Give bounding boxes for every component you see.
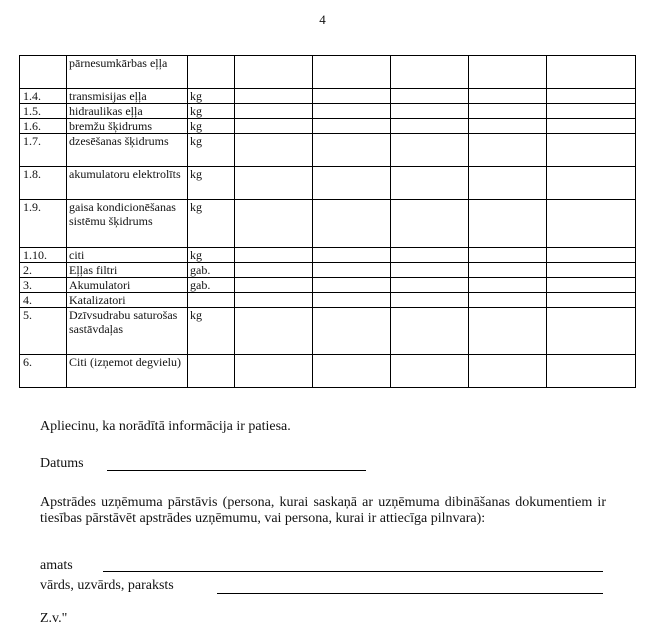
table-row [20, 167, 636, 200]
empty-cell[interactable] [235, 278, 313, 293]
empty-cell[interactable] [313, 355, 391, 388]
empty-cell[interactable] [469, 134, 547, 167]
empty-cell[interactable] [391, 56, 469, 89]
empty-cell[interactable] [547, 119, 636, 134]
empty-cell[interactable] [391, 308, 469, 355]
empty-cell[interactable] [313, 293, 391, 308]
row-number [20, 56, 67, 89]
row-name: dzesēšanas šķidrums [67, 134, 188, 167]
row-unit: gab. [188, 278, 235, 293]
empty-cell[interactable] [547, 134, 636, 167]
signature-line [217, 593, 603, 594]
row-unit: kg [188, 119, 235, 134]
representative-text: Apstrādes uzņēmuma pārstāvis (persona, kurai saskaņā ar uzņēmuma dibināšanas dokumentiem ir tiesības pārstāvēt apstrādes uzņēmumu, vai persona, kurai ir attiecīga pilnvara): [40, 495, 606, 526]
table-row [20, 248, 636, 263]
row-number: 4. [20, 293, 67, 308]
empty-cell[interactable] [469, 248, 547, 263]
table-row [20, 263, 636, 278]
row-unit [188, 355, 235, 388]
row-unit: kg [188, 89, 235, 104]
row-number: 1.10. [20, 248, 67, 263]
empty-cell[interactable] [391, 167, 469, 200]
empty-cell[interactable] [313, 89, 391, 104]
empty-cell[interactable] [469, 263, 547, 278]
empty-cell[interactable] [391, 134, 469, 167]
date-label: Datums [40, 456, 84, 471]
table-row [20, 293, 636, 308]
row-name: bremžu šķidrums [67, 119, 188, 134]
row-unit: kg [188, 200, 235, 248]
empty-cell[interactable] [313, 263, 391, 278]
empty-cell[interactable] [469, 293, 547, 308]
empty-cell[interactable] [235, 248, 313, 263]
empty-cell[interactable] [235, 200, 313, 248]
row-name: Citi (izņemot degvielu) [67, 355, 188, 388]
row-unit: kg [188, 248, 235, 263]
row-number: 1.4. [20, 89, 67, 104]
empty-cell[interactable] [547, 278, 636, 293]
row-name: transmisijas eļļa [67, 89, 188, 104]
table-row [20, 89, 636, 104]
empty-cell[interactable] [469, 104, 547, 119]
row-unit [188, 293, 235, 308]
empty-cell[interactable] [547, 56, 636, 89]
empty-cell[interactable] [547, 167, 636, 200]
empty-cell[interactable] [235, 293, 313, 308]
signature-label: vārds, uzvārds, paraksts [40, 578, 174, 593]
row-number: 1.9. [20, 200, 67, 248]
empty-cell[interactable] [313, 104, 391, 119]
empty-cell[interactable] [313, 308, 391, 355]
empty-cell[interactable] [391, 119, 469, 134]
empty-cell[interactable] [313, 167, 391, 200]
row-number: 1.5. [20, 104, 67, 119]
empty-cell[interactable] [313, 200, 391, 248]
empty-cell[interactable] [235, 167, 313, 200]
table-row [20, 56, 636, 89]
empty-cell[interactable] [469, 167, 547, 200]
date-line [107, 470, 366, 471]
row-name: pārnesumkārbas eļļa [67, 56, 188, 89]
page-number: 4 [319, 12, 326, 27]
row-name: Dzīvsudrabu saturošas sastāvdaļas [67, 308, 188, 355]
row-name: Eļļas filtri [67, 263, 188, 278]
empty-cell[interactable] [547, 308, 636, 355]
row-number: 2. [20, 263, 67, 278]
empty-cell[interactable] [313, 119, 391, 134]
empty-cell[interactable] [235, 89, 313, 104]
position-label: amats [40, 558, 73, 573]
empty-cell[interactable] [547, 263, 636, 278]
row-number: 5. [20, 308, 67, 355]
empty-cell[interactable] [391, 293, 469, 308]
row-number: 1.8. [20, 167, 67, 200]
row-name: Akumulatori [67, 278, 188, 293]
empty-cell[interactable] [469, 119, 547, 134]
empty-cell[interactable] [313, 278, 391, 293]
empty-cell[interactable] [313, 56, 391, 89]
empty-cell[interactable] [235, 134, 313, 167]
table-row [20, 104, 636, 119]
empty-cell[interactable] [469, 308, 547, 355]
empty-cell[interactable] [391, 248, 469, 263]
data-table [19, 55, 636, 388]
row-name: citi [67, 248, 188, 263]
empty-cell[interactable] [391, 278, 469, 293]
empty-cell[interactable] [391, 355, 469, 388]
empty-cell[interactable] [469, 278, 547, 293]
row-unit: kg [188, 167, 235, 200]
table-row [20, 308, 636, 355]
empty-cell[interactable] [235, 119, 313, 134]
empty-cell[interactable] [547, 200, 636, 248]
row-name: Katalizatori [67, 293, 188, 308]
empty-cell[interactable] [547, 104, 636, 119]
empty-cell[interactable] [235, 263, 313, 278]
empty-cell[interactable] [547, 248, 636, 263]
row-unit: kg [188, 308, 235, 355]
row-number: 1.6. [20, 119, 67, 134]
empty-cell[interactable] [235, 355, 313, 388]
empty-cell[interactable] [391, 263, 469, 278]
empty-cell[interactable] [547, 355, 636, 388]
empty-cell[interactable] [469, 89, 547, 104]
row-unit: kg [188, 104, 235, 119]
empty-cell[interactable] [469, 200, 547, 248]
empty-cell[interactable] [313, 248, 391, 263]
certify-text: Apliecinu, ka norādītā informācija ir patiesa. [40, 419, 291, 434]
row-number: 1.7. [20, 134, 67, 167]
table-row [20, 119, 636, 134]
empty-cell[interactable] [313, 134, 391, 167]
empty-cell[interactable] [469, 355, 547, 388]
empty-cell[interactable] [469, 56, 547, 89]
empty-cell[interactable] [547, 89, 636, 104]
empty-cell[interactable] [391, 104, 469, 119]
empty-cell[interactable] [547, 293, 636, 308]
row-number: 6. [20, 355, 67, 388]
table-row [20, 134, 636, 167]
empty-cell[interactable] [235, 104, 313, 119]
table-row [20, 278, 636, 293]
empty-cell[interactable] [391, 89, 469, 104]
row-unit [188, 56, 235, 89]
row-name: gaisa kondicionēšanas sistēmu šķidrums [67, 200, 188, 248]
table-row [20, 200, 636, 248]
empty-cell[interactable] [235, 56, 313, 89]
row-name: hidraulikas eļļa [67, 104, 188, 119]
row-unit: kg [188, 134, 235, 167]
table-row [20, 355, 636, 388]
empty-cell[interactable] [235, 308, 313, 355]
position-line [103, 571, 603, 572]
seal-label: Z.v." [40, 611, 68, 626]
empty-cell[interactable] [391, 200, 469, 248]
row-name: akumulatoru elektrolīts [67, 167, 188, 200]
row-number: 3. [20, 278, 67, 293]
row-unit: gab. [188, 263, 235, 278]
